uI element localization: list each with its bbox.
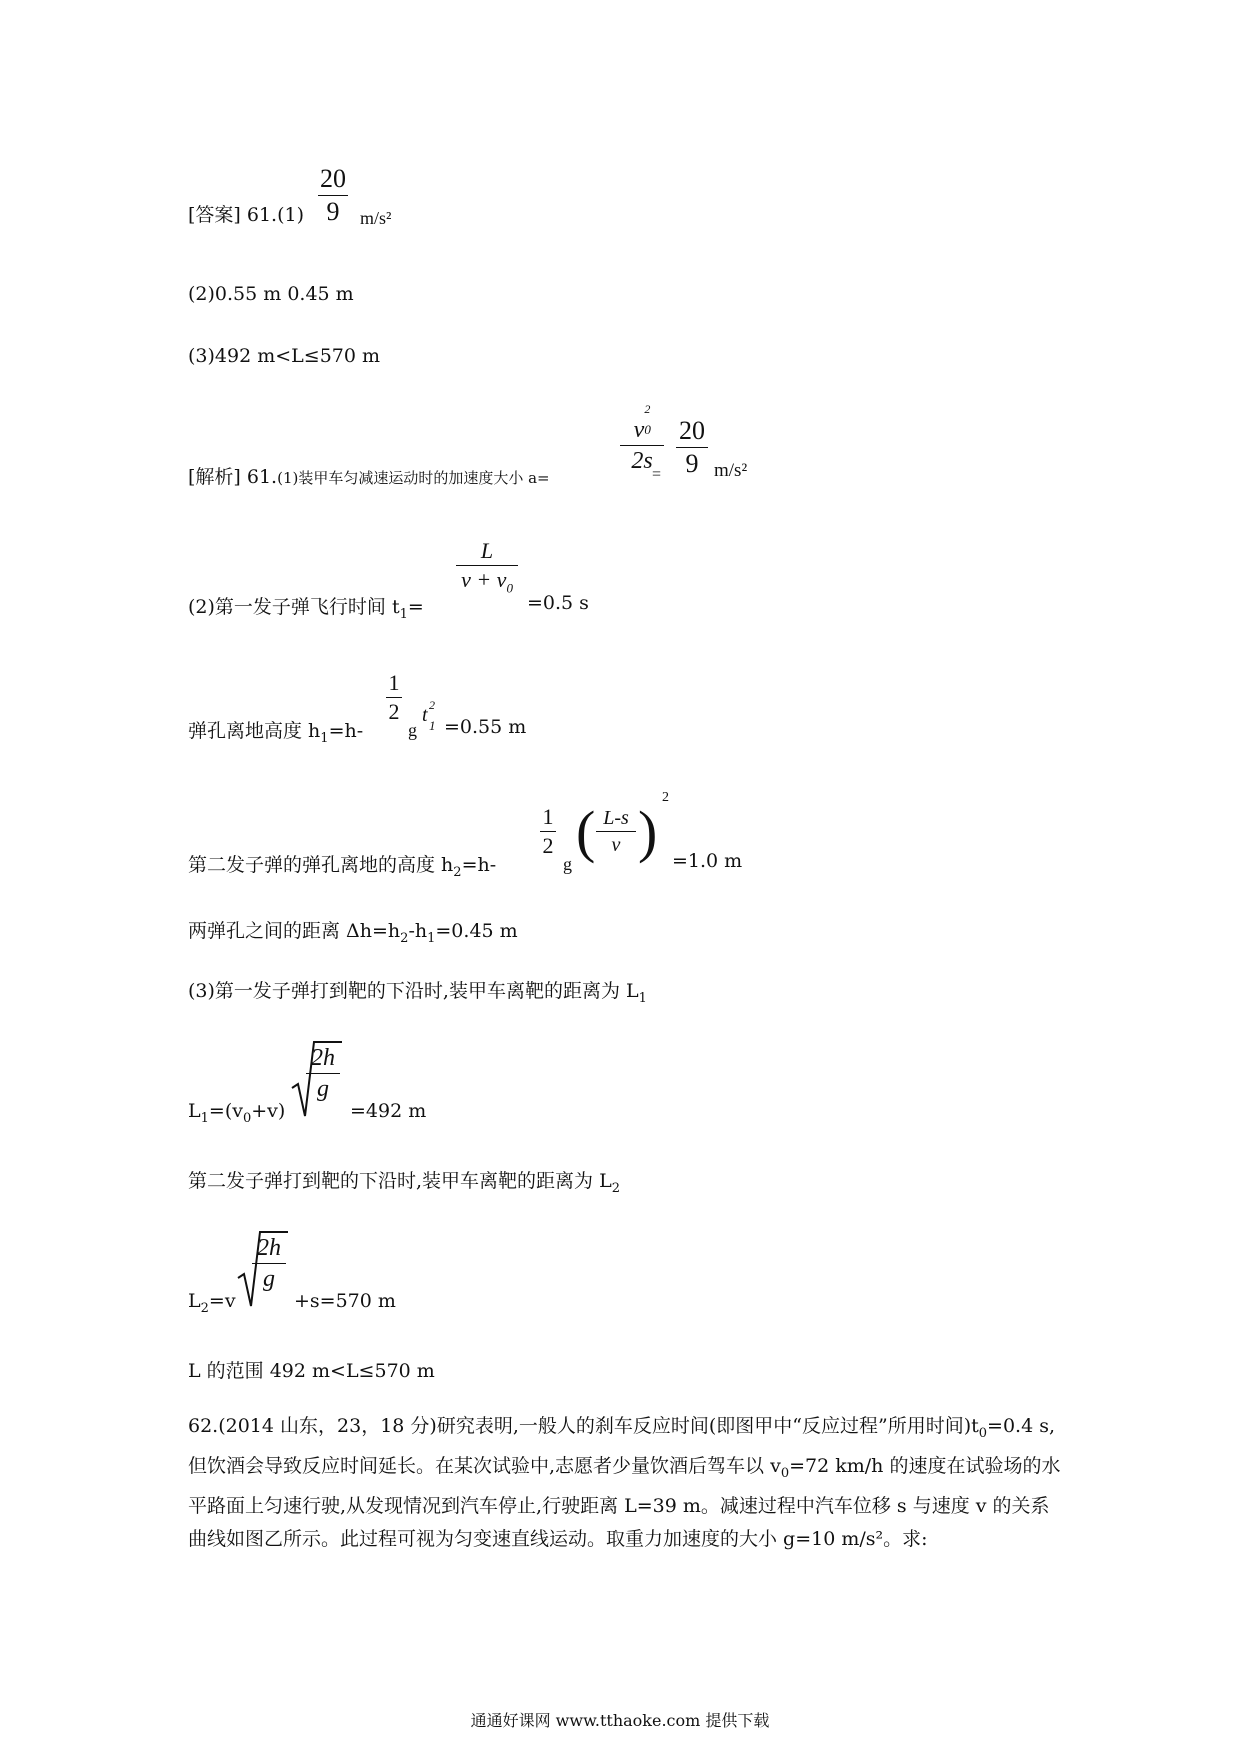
analysis-prefix: [解析] 61.(1)装甲车匀减速运动时的加速度大小 a= bbox=[188, 466, 550, 488]
inner-fraction: L-s v bbox=[596, 808, 636, 855]
answer-fraction bbox=[318, 166, 348, 225]
analysis-line-8: 第二发子弹打到靶的下沿时,装甲车离靶的距离为 $L_2$ bbox=[188, 1170, 620, 1196]
accel-value-fraction: 20 9 bbox=[676, 418, 708, 477]
fraction-denominator: 9 bbox=[326, 197, 340, 226]
half-fraction: 1 2 bbox=[386, 672, 402, 723]
half-fraction-2: 1 2 bbox=[540, 806, 556, 857]
answer-line-2: (2)0.55 m 0.45 m bbox=[188, 283, 354, 305]
sqrt-fraction: 2h g bbox=[306, 1046, 340, 1101]
analysis-line-6: (3)第一发子弹打到靶的下沿时,装甲车离靶的距离为 $L_1$ bbox=[188, 980, 647, 1006]
accel-fraction: v 2 0 2s bbox=[620, 418, 664, 473]
answer-prefix: [答案] 61.(1) bbox=[188, 204, 304, 226]
analysis-line-5: 两弹孔之间的距离 $\Delta h=h_2-h_1=0.45$ m bbox=[188, 920, 518, 946]
answer-unit: m/s² bbox=[360, 208, 392, 228]
right-paren: ) bbox=[638, 799, 658, 864]
analysis-line-10: L 的范围 492 m<L≤570 m bbox=[188, 1360, 435, 1382]
answer-line-3: (3)492 m<L≤570 m bbox=[188, 345, 381, 367]
page-footer: 通通好课网 www.tthaoke.com 提供下载 bbox=[470, 1711, 770, 1730]
left-paren: ( bbox=[576, 799, 596, 864]
fraction-bar bbox=[318, 195, 348, 196]
time-fraction: L $v + v_0$ bbox=[456, 540, 518, 594]
sqrt-fraction-2: 2h g bbox=[252, 1236, 286, 1291]
problem-62-text: 62.(2014 山东，23，18 分)研究表明,一般人的刹车反应时间(即图甲中“反应过程”所用时间)$t_0=0.4$ s,但饮酒会导致反应时间延长。在某次试验中,志愿者少量饮酒后驾车以 $v_0=72$ km/h 的速度在试验场的水平路面上匀速行驶,从发现情况到汽车停止,行驶距离 L=39 m。减速过程中汽车位移 s 与速度 v 的关系曲线如图乙所示。此过程可视为匀变速直线运动。取重力加速度的大小 g=10 m/s²。求: bbox=[188, 1415, 1061, 1550]
fraction-numerator: 20 bbox=[320, 164, 346, 193]
